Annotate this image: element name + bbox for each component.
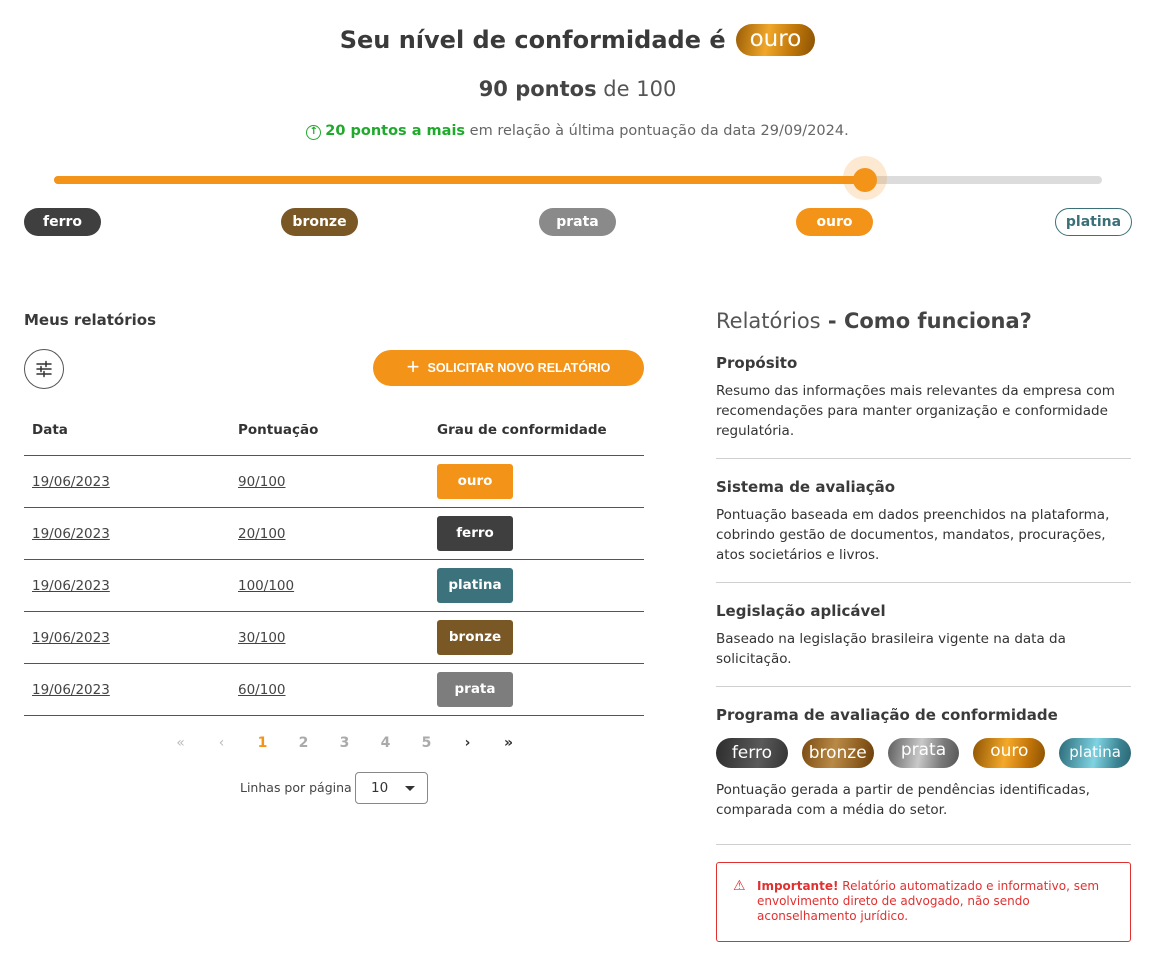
page-3-button[interactable]: 3 xyxy=(339,735,350,751)
column-header-grade: Grau de conformidade xyxy=(437,421,607,438)
purpose-title: Propósito xyxy=(716,354,798,372)
page-4-button[interactable]: 4 xyxy=(380,735,391,751)
grade-badge: ouro xyxy=(437,464,513,499)
level-marker-bronze: bronze xyxy=(281,208,358,236)
level-marker-ouro: ouro xyxy=(796,208,873,236)
alert-strong: Importante! xyxy=(757,879,839,893)
divider xyxy=(716,686,1131,687)
report-score-link[interactable]: 30/100 xyxy=(238,629,286,646)
reports-table xyxy=(24,404,644,716)
column-header-date: Data xyxy=(32,421,68,438)
program-section xyxy=(716,706,1131,820)
compliance-progress-track xyxy=(54,176,1102,184)
evaluation-title: Sistema de avaliação xyxy=(716,478,896,496)
badge-ferro: ferro xyxy=(716,738,788,768)
how-it-works-panel xyxy=(716,309,1131,923)
how-it-works-title-light: Relatórios xyxy=(716,309,821,333)
compliance-progress-fill xyxy=(54,176,865,184)
delta-description: em relação à última pontuação da data 29/09/2024. xyxy=(469,123,849,139)
page-1-button[interactable]: 1 xyxy=(257,735,268,751)
important-alert xyxy=(716,862,1131,942)
score-max: de 100 xyxy=(603,77,677,101)
legislation-title: Legislação aplicável xyxy=(716,602,886,620)
badge-platina: platina xyxy=(1059,738,1131,768)
how-it-works-title-dash: - xyxy=(820,309,844,333)
report-score-link[interactable]: 20/100 xyxy=(238,525,286,542)
rows-per-page-select[interactable] xyxy=(355,772,428,804)
report-date-link[interactable]: 19/06/2023 xyxy=(32,525,110,542)
report-date-link[interactable]: 19/06/2023 xyxy=(32,577,110,594)
table-row xyxy=(24,456,644,508)
rows-per-page-value: 10 xyxy=(371,780,389,796)
divider xyxy=(716,844,1131,845)
table-header xyxy=(24,404,644,456)
reports-title: Meus relatórios xyxy=(24,311,157,329)
score-value: 90 pontos xyxy=(478,77,597,101)
table-row xyxy=(24,560,644,612)
caret-down-icon xyxy=(405,786,415,791)
level-marker-ferro: ferro xyxy=(24,208,101,236)
table-row xyxy=(24,508,644,560)
grade-badge: bronze xyxy=(437,620,513,655)
rows-per-page-label: Linhas por página xyxy=(240,780,352,795)
pagination xyxy=(160,731,529,755)
sliders-icon xyxy=(35,360,53,378)
page-2-button[interactable]: 2 xyxy=(298,735,309,751)
progress-thumb xyxy=(853,168,877,192)
report-date-link[interactable]: 19/06/2023 xyxy=(32,629,110,646)
request-new-report-button[interactable] xyxy=(373,350,644,386)
report-score-link[interactable]: 90/100 xyxy=(238,473,286,490)
current-level-badge: ouro xyxy=(736,24,816,56)
next-page-icon[interactable]: › xyxy=(464,735,471,751)
level-marker-platina: platina xyxy=(1055,208,1132,236)
table-row xyxy=(24,612,644,664)
plus-icon: + xyxy=(406,354,420,379)
divider xyxy=(716,582,1131,583)
purpose-text: Resumo das informações mais relevantes da empresa com recomendações para manter organização e conformidade regulatória. xyxy=(716,383,1115,439)
warning-icon: ⚠ xyxy=(733,878,746,894)
how-it-works-title xyxy=(716,309,1131,333)
divider xyxy=(716,458,1131,459)
level-marker-prata: prata xyxy=(539,208,616,236)
arrow-up-circle-icon: ↑ xyxy=(306,125,321,140)
program-title: Programa de avaliação de conformidade xyxy=(716,706,1058,724)
badge-ouro: ouro xyxy=(973,738,1045,768)
evaluation-section xyxy=(716,478,1131,565)
how-it-works-title-strong: Como funciona? xyxy=(843,309,1032,333)
evaluation-text: Pontuação baseada em dados preenchidos na plataforma, cobrindo gestão de documentos, mandatos, procurações, atos societários e livros. xyxy=(716,507,1110,563)
program-text: Pontuação gerada a partir de pendências identificadas, comparada com a média do setor. xyxy=(716,782,1090,818)
request-new-report-label: SOLICITAR NOVO RELATÓRIO xyxy=(427,361,611,375)
report-date-link[interactable]: 19/06/2023 xyxy=(32,473,110,490)
grade-badge: ferro xyxy=(437,516,513,551)
purpose-section xyxy=(716,354,1131,441)
legislation-text: Baseado na legislação brasileira vigente na data da solicitação. xyxy=(716,631,1066,667)
score-summary xyxy=(0,77,1155,101)
column-header-score: Pontuação xyxy=(238,421,319,438)
table-row xyxy=(24,664,644,716)
report-score-link[interactable]: 100/100 xyxy=(238,577,295,594)
page-5-button[interactable]: 5 xyxy=(421,735,432,751)
alert-text: Relatório automatizado e informativo, sem envolvimento direto de advogado, não sendo aconselhamento jurídico. xyxy=(757,879,1100,923)
program-badges xyxy=(716,738,1131,768)
badge-bronze: bronze xyxy=(802,738,874,768)
score-delta xyxy=(0,123,1155,140)
filter-button[interactable] xyxy=(24,349,64,389)
last-page-icon[interactable]: » xyxy=(503,735,514,751)
report-score-link[interactable]: 60/100 xyxy=(238,681,286,698)
badge-prata: prata xyxy=(888,738,960,768)
compliance-title xyxy=(0,24,1155,56)
legislation-section xyxy=(716,602,1131,669)
first-page-icon[interactable]: « xyxy=(176,735,185,751)
page-title: Seu nível de conformidade é xyxy=(339,26,726,54)
grade-badge: platina xyxy=(437,568,513,603)
previous-page-icon[interactable]: ‹ xyxy=(218,735,225,751)
delta-value: 20 pontos a mais xyxy=(325,123,466,139)
report-date-link[interactable]: 19/06/2023 xyxy=(32,681,110,698)
grade-badge: prata xyxy=(437,672,513,707)
